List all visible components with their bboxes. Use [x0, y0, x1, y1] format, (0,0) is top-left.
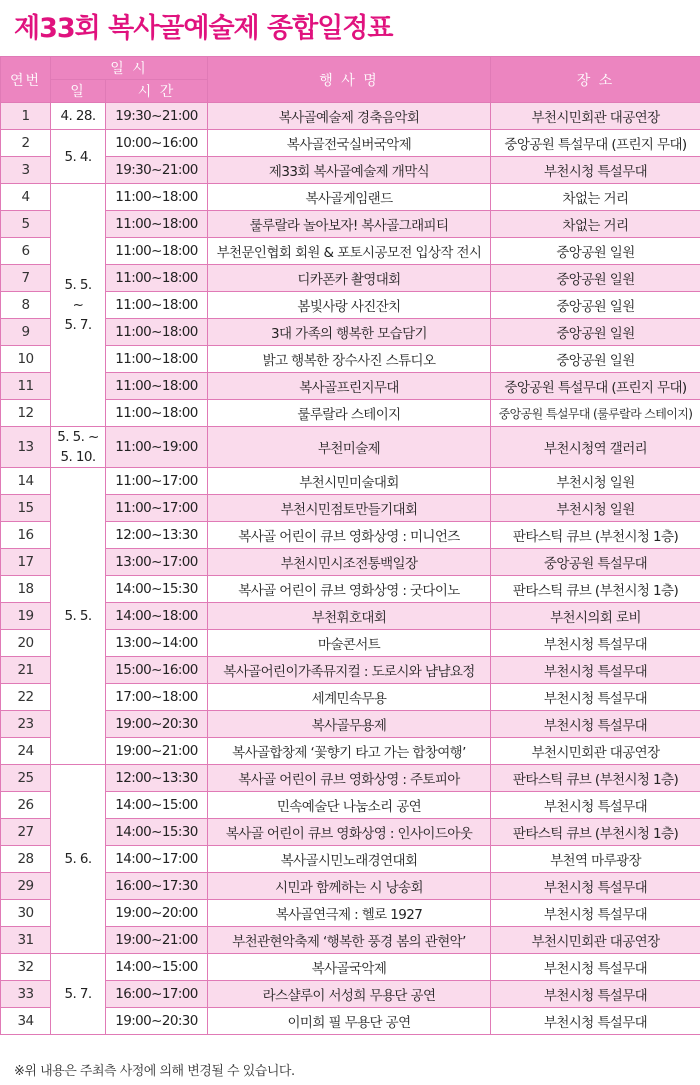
time-cell: 19:00~20:00	[106, 900, 208, 927]
time-cell: 11:00~18:00	[106, 184, 208, 211]
row-number: 1	[1, 103, 51, 130]
header-event: 행 사 명	[208, 57, 491, 103]
time-cell: 19:00~20:30	[106, 711, 208, 738]
table-body	[1, 103, 700, 1035]
row-number: 22	[1, 684, 51, 711]
table-row	[1, 900, 700, 927]
row-number: 28	[1, 846, 51, 873]
date-label: 5. 4.	[64, 148, 92, 165]
event-name: 마술콘서트	[208, 630, 491, 657]
date-cell	[51, 427, 106, 468]
table-row	[1, 157, 700, 184]
footnote: ※위 내용은 주최측 사정에 의해 변경될 수 있습니다.	[14, 1064, 295, 1079]
table-row	[1, 346, 700, 373]
row-number: 32	[1, 954, 51, 981]
table-row	[1, 873, 700, 900]
event-name: 부천미술제	[208, 427, 491, 468]
time-cell: 14:00~15:30	[106, 576, 208, 603]
page-title: 제33회 복사골예술제 종합일정표	[14, 13, 393, 44]
time-cell: 11:00~18:00	[106, 292, 208, 319]
place-cell: 판타스틱 큐브 (부천시청 1층)	[491, 576, 700, 603]
row-number: 26	[1, 792, 51, 819]
event-name: 복사골어린이가족뮤지컬 : 도로시와 냠냠요정	[208, 657, 491, 684]
row-number: 24	[1, 738, 51, 765]
table-row	[1, 1008, 700, 1035]
place-cell: 판타스틱 큐브 (부천시청 1층)	[491, 522, 700, 549]
place-cell: 부천시청역 갤러리	[491, 427, 700, 468]
date-cell	[51, 954, 106, 1035]
event-name: 복사골게임랜드	[208, 184, 491, 211]
table-row	[1, 981, 700, 1008]
header-time: 시 간	[106, 80, 208, 103]
table-row	[1, 238, 700, 265]
place-cell: 부천시의회 로비	[491, 603, 700, 630]
place-cell: 부천시민회관 대공연장	[491, 927, 700, 954]
table-row	[1, 684, 700, 711]
event-name: 봄빛사랑 사진잔치	[208, 292, 491, 319]
row-number: 25	[1, 765, 51, 792]
event-name: 3대 가족의 행복한 모습담기	[208, 319, 491, 346]
place-cell: 부천시청 특설무대	[491, 157, 700, 184]
event-name: 민속예술단 나눔소리 공연	[208, 792, 491, 819]
row-number: 23	[1, 711, 51, 738]
event-name: 복사골 어린이 큐브 영화상영 : 주토피아	[208, 765, 491, 792]
place-cell: 부천시청 특설무대	[491, 981, 700, 1008]
row-number: 31	[1, 927, 51, 954]
row-number: 9	[1, 319, 51, 346]
place-cell: 부천시청 일원	[491, 495, 700, 522]
header-no: 연번	[1, 57, 51, 103]
place-cell: 판타스틱 큐브 (부천시청 1층)	[491, 765, 700, 792]
time-cell: 14:00~18:00	[106, 603, 208, 630]
date-cell	[51, 765, 106, 954]
event-name: 라스샬루이 서성희 무용단 공연	[208, 981, 491, 1008]
time-cell: 12:00~13:30	[106, 765, 208, 792]
table-row	[1, 927, 700, 954]
row-number: 2	[1, 130, 51, 157]
table-header	[1, 57, 700, 103]
place-cell: 중앙공원 일원	[491, 346, 700, 373]
date-label: 5. 5. ~	[57, 429, 99, 445]
table-row	[1, 576, 700, 603]
row-number: 5	[1, 211, 51, 238]
row-number: 34	[1, 1008, 51, 1035]
place-cell: 부천역 마루광장	[491, 846, 700, 873]
date-label: 5. 7.	[64, 986, 92, 1002]
date-cell	[51, 468, 106, 765]
event-name: 디카폰카 촬영대회	[208, 265, 491, 292]
date-cell	[51, 130, 106, 184]
place-cell: 중앙공원 일원	[491, 319, 700, 346]
event-name: 복사골시민노래경연대회	[208, 846, 491, 873]
event-name: 복사골 어린이 큐브 영화상영 : 인사이드아웃	[208, 819, 491, 846]
row-number: 27	[1, 819, 51, 846]
event-name: 복사골국악제	[208, 954, 491, 981]
event-name: 밝고 행복한 장수사진 스튜디오	[208, 346, 491, 373]
place-cell: 중앙공원 일원	[491, 292, 700, 319]
table-row	[1, 711, 700, 738]
place-cell: 부천시청 특설무대	[491, 1008, 700, 1035]
header-place: 장 소	[491, 57, 700, 103]
row-number: 6	[1, 238, 51, 265]
time-cell: 19:00~21:00	[106, 927, 208, 954]
time-cell: 17:00~18:00	[106, 684, 208, 711]
place-cell: 부천시민회관 대공연장	[491, 103, 700, 130]
row-number: 14	[1, 468, 51, 495]
place-cell: 부천시청 특설무대	[491, 684, 700, 711]
table-row	[1, 265, 700, 292]
place-cell: 중앙공원 특설무대 (룰루랄라 스테이지)	[491, 400, 700, 427]
header-datetime: 일 시	[51, 57, 208, 80]
time-cell: 14:00~15:00	[106, 954, 208, 981]
table-row	[1, 630, 700, 657]
place-cell: 부천시청 특설무대	[491, 792, 700, 819]
event-name: 세계민속무용	[208, 684, 491, 711]
event-name: 부천관현악축제 ‘행복한 풍경 봄의 관현악’	[208, 927, 491, 954]
date-label: 5. 5.	[64, 277, 92, 293]
row-number: 13	[1, 427, 51, 468]
row-number: 17	[1, 549, 51, 576]
time-cell: 14:00~15:30	[106, 819, 208, 846]
table-row	[1, 427, 700, 468]
place-cell: 판타스틱 큐브 (부천시청 1층)	[491, 819, 700, 846]
row-number: 19	[1, 603, 51, 630]
time-cell: 11:00~18:00	[106, 319, 208, 346]
event-name: 복사골프린지무대	[208, 373, 491, 400]
table-row	[1, 468, 700, 495]
place-cell: 부천시청 특설무대	[491, 630, 700, 657]
table-row	[1, 522, 700, 549]
time-cell: 11:00~18:00	[106, 346, 208, 373]
table-row	[1, 549, 700, 576]
date-label: ~	[72, 297, 84, 313]
time-cell: 11:00~18:00	[106, 373, 208, 400]
table-row	[1, 792, 700, 819]
row-number: 3	[1, 157, 51, 184]
date-label: 5. 5.	[64, 608, 92, 624]
table-row	[1, 184, 700, 211]
date-label: 5. 10.	[60, 449, 96, 465]
event-name: 복사골합창제 ‘꽃향기 타고 가는 합창여행’	[208, 738, 491, 765]
place-cell: 부천시청 특설무대	[491, 873, 700, 900]
time-cell: 11:00~17:00	[106, 468, 208, 495]
place-cell: 부천시청 특설무대	[491, 711, 700, 738]
place-cell: 부천시청 일원	[491, 468, 700, 495]
event-name: 이미희 필 무용단 공연	[208, 1008, 491, 1035]
place-cell: 부천시민회관 대공연장	[491, 738, 700, 765]
row-number: 33	[1, 981, 51, 1008]
table-row	[1, 765, 700, 792]
header-day: 일	[51, 80, 106, 103]
date-cell	[51, 103, 106, 130]
row-number: 12	[1, 400, 51, 427]
time-cell: 19:00~21:00	[106, 738, 208, 765]
event-name: 부천시민시조전통백일장	[208, 549, 491, 576]
table-row	[1, 211, 700, 238]
table-row	[1, 400, 700, 427]
place-cell: 부천시청 특설무대	[491, 657, 700, 684]
table-row	[1, 738, 700, 765]
row-number: 21	[1, 657, 51, 684]
row-number: 11	[1, 373, 51, 400]
event-name: 부천휘호대회	[208, 603, 491, 630]
time-cell: 19:30~21:00	[106, 103, 208, 130]
time-cell: 11:00~17:00	[106, 495, 208, 522]
date-label: 5. 7.	[64, 317, 92, 333]
time-cell: 11:00~18:00	[106, 238, 208, 265]
event-name: 부천시민점토만들기대회	[208, 495, 491, 522]
table-row	[1, 846, 700, 873]
time-cell: 19:00~20:30	[106, 1008, 208, 1035]
event-name: 제33회 복사골예술제 개막식	[208, 157, 491, 184]
date-label: 4. 28.	[60, 108, 96, 124]
row-number: 15	[1, 495, 51, 522]
time-cell: 11:00~19:00	[106, 427, 208, 468]
time-cell: 13:00~14:00	[106, 630, 208, 657]
time-cell: 10:00~16:00	[106, 130, 208, 157]
place-cell: 중앙공원 일원	[491, 265, 700, 292]
place-cell: 중앙공원 특설무대	[491, 549, 700, 576]
place-cell: 부천시청 특설무대	[491, 900, 700, 927]
event-name: 복사골 어린이 큐브 영화상영 : 미니언즈	[208, 522, 491, 549]
place-cell: 중앙공원 특설무대 (프린지 무대)	[491, 130, 700, 157]
row-number: 16	[1, 522, 51, 549]
date-cell	[51, 184, 106, 427]
event-name: 룰루랄라 스테이지	[208, 400, 491, 427]
time-cell: 11:00~18:00	[106, 211, 208, 238]
row-number: 18	[1, 576, 51, 603]
schedule-table	[0, 56, 700, 1035]
place-cell: 차없는 거리	[491, 211, 700, 238]
table-row	[1, 103, 700, 130]
row-number: 20	[1, 630, 51, 657]
row-number: 30	[1, 900, 51, 927]
table-row	[1, 954, 700, 981]
time-cell: 15:00~16:00	[106, 657, 208, 684]
time-cell: 16:00~17:00	[106, 981, 208, 1008]
event-name: 복사골 어린이 큐브 영화상영 : 굿다이노	[208, 576, 491, 603]
event-name: 부천문인협회 회원 & 포토시공모전 입상작 전시	[208, 238, 491, 265]
event-name: 부천시민미술대회	[208, 468, 491, 495]
time-cell: 16:00~17:30	[106, 873, 208, 900]
time-cell: 12:00~13:30	[106, 522, 208, 549]
table-row	[1, 657, 700, 684]
event-name: 복사골무용제	[208, 711, 491, 738]
place-cell: 부천시청 특설무대	[491, 954, 700, 981]
row-number: 7	[1, 265, 51, 292]
table-row	[1, 495, 700, 522]
time-cell: 11:00~18:00	[106, 265, 208, 292]
place-cell: 차없는 거리	[491, 184, 700, 211]
row-number: 29	[1, 873, 51, 900]
event-name: 복사골예술제 경축음악회	[208, 103, 491, 130]
time-cell: 11:00~18:00	[106, 400, 208, 427]
time-cell: 14:00~15:00	[106, 792, 208, 819]
event-name: 복사골연극제 : 헬로 1927	[208, 900, 491, 927]
table-row	[1, 292, 700, 319]
date-label: 5. 6.	[64, 851, 92, 867]
time-cell: 13:00~17:00	[106, 549, 208, 576]
table-row	[1, 373, 700, 400]
time-cell: 14:00~17:00	[106, 846, 208, 873]
row-number: 10	[1, 346, 51, 373]
table-row	[1, 819, 700, 846]
table-row	[1, 130, 700, 157]
event-name: 복사골전국실버국악제	[208, 130, 491, 157]
table-row	[1, 603, 700, 630]
table-row	[1, 319, 700, 346]
row-number: 8	[1, 292, 51, 319]
row-number: 4	[1, 184, 51, 211]
place-cell: 중앙공원 특설무대 (프린지 무대)	[491, 373, 700, 400]
event-name: 시민과 함께하는 시 낭송회	[208, 873, 491, 900]
event-name: 룰루랄라 놀아보자! 복사골그래피티	[208, 211, 491, 238]
time-cell: 19:30~21:00	[106, 157, 208, 184]
place-cell: 중앙공원 일원	[491, 238, 700, 265]
